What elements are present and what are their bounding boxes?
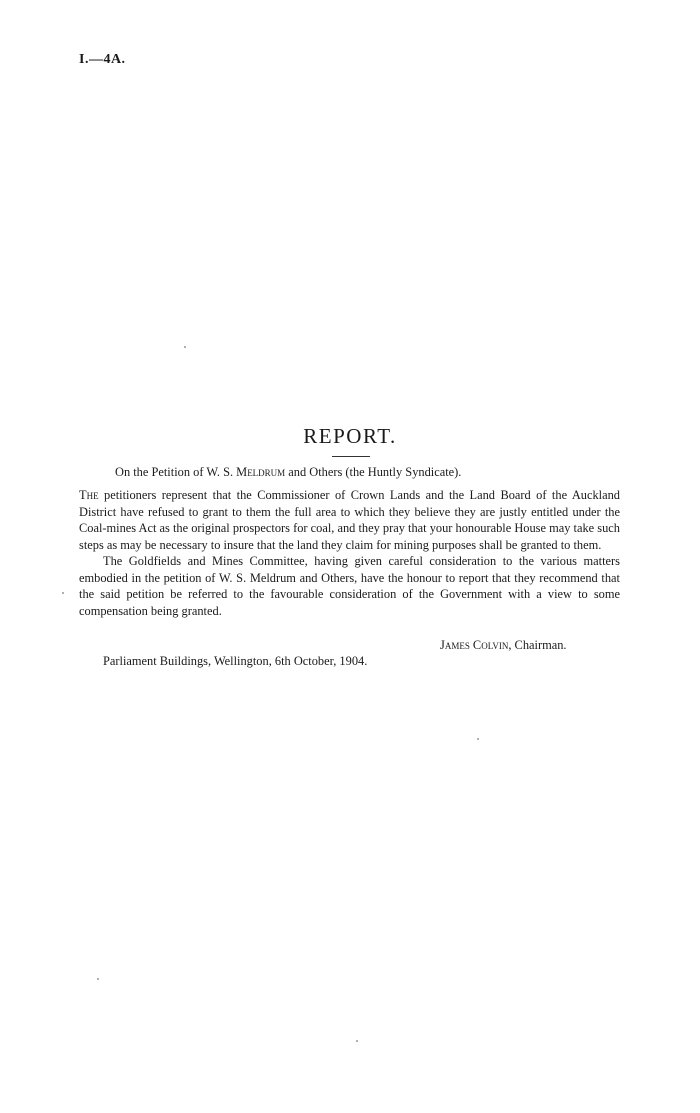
- scan-speck: [477, 738, 479, 740]
- paragraph-petition-text: petitioners represent that the Commissioner of Crown Lands and the Land Board of the Auckland District have refused to grant to them the full area to which they believe they are justly entitled under the Coal-mines Act as the original prospectors for coal, and they pray that your honourable House may take such steps as may be necessary to insure that the land they claim for mining purposes shall be granted to them.: [79, 488, 620, 552]
- subtitle-prefix: On the Petition of W. S.: [115, 465, 237, 479]
- subtitle-name: Meldrum: [236, 465, 286, 479]
- chairman-signature: [440, 638, 567, 653]
- petition-subtitle: [115, 465, 461, 480]
- scan-speck: [97, 978, 99, 980]
- signature-role: , Chairman.: [508, 638, 567, 652]
- scan-speck: [62, 592, 64, 594]
- scan-speck: [356, 1040, 358, 1042]
- paragraph-committee: The Goldfields and Mines Committee, having given careful consideration to the various matters embodied in the petition of W. S. Meldrum and Others, have the honour to report that they recommend that the said petition be referred to the favourable consideration of the Government with a view to some compensation being granted.: [79, 554, 620, 618]
- scan-speck: [184, 346, 186, 348]
- report-body: [79, 487, 620, 619]
- subtitle-suffix: and Others (the Huntly Syndicate).: [285, 465, 462, 479]
- page-identifier: I.—4A.: [79, 52, 126, 67]
- title-divider: [332, 456, 370, 457]
- report-title: REPORT.: [303, 424, 397, 448]
- dateline: Parliament Buildings, Wellington, 6th October, 1904.: [103, 654, 368, 668]
- signature-name: James Colvin: [440, 638, 509, 652]
- paragraph-lead-word: The: [79, 488, 99, 502]
- paragraph-petition: [79, 487, 620, 553]
